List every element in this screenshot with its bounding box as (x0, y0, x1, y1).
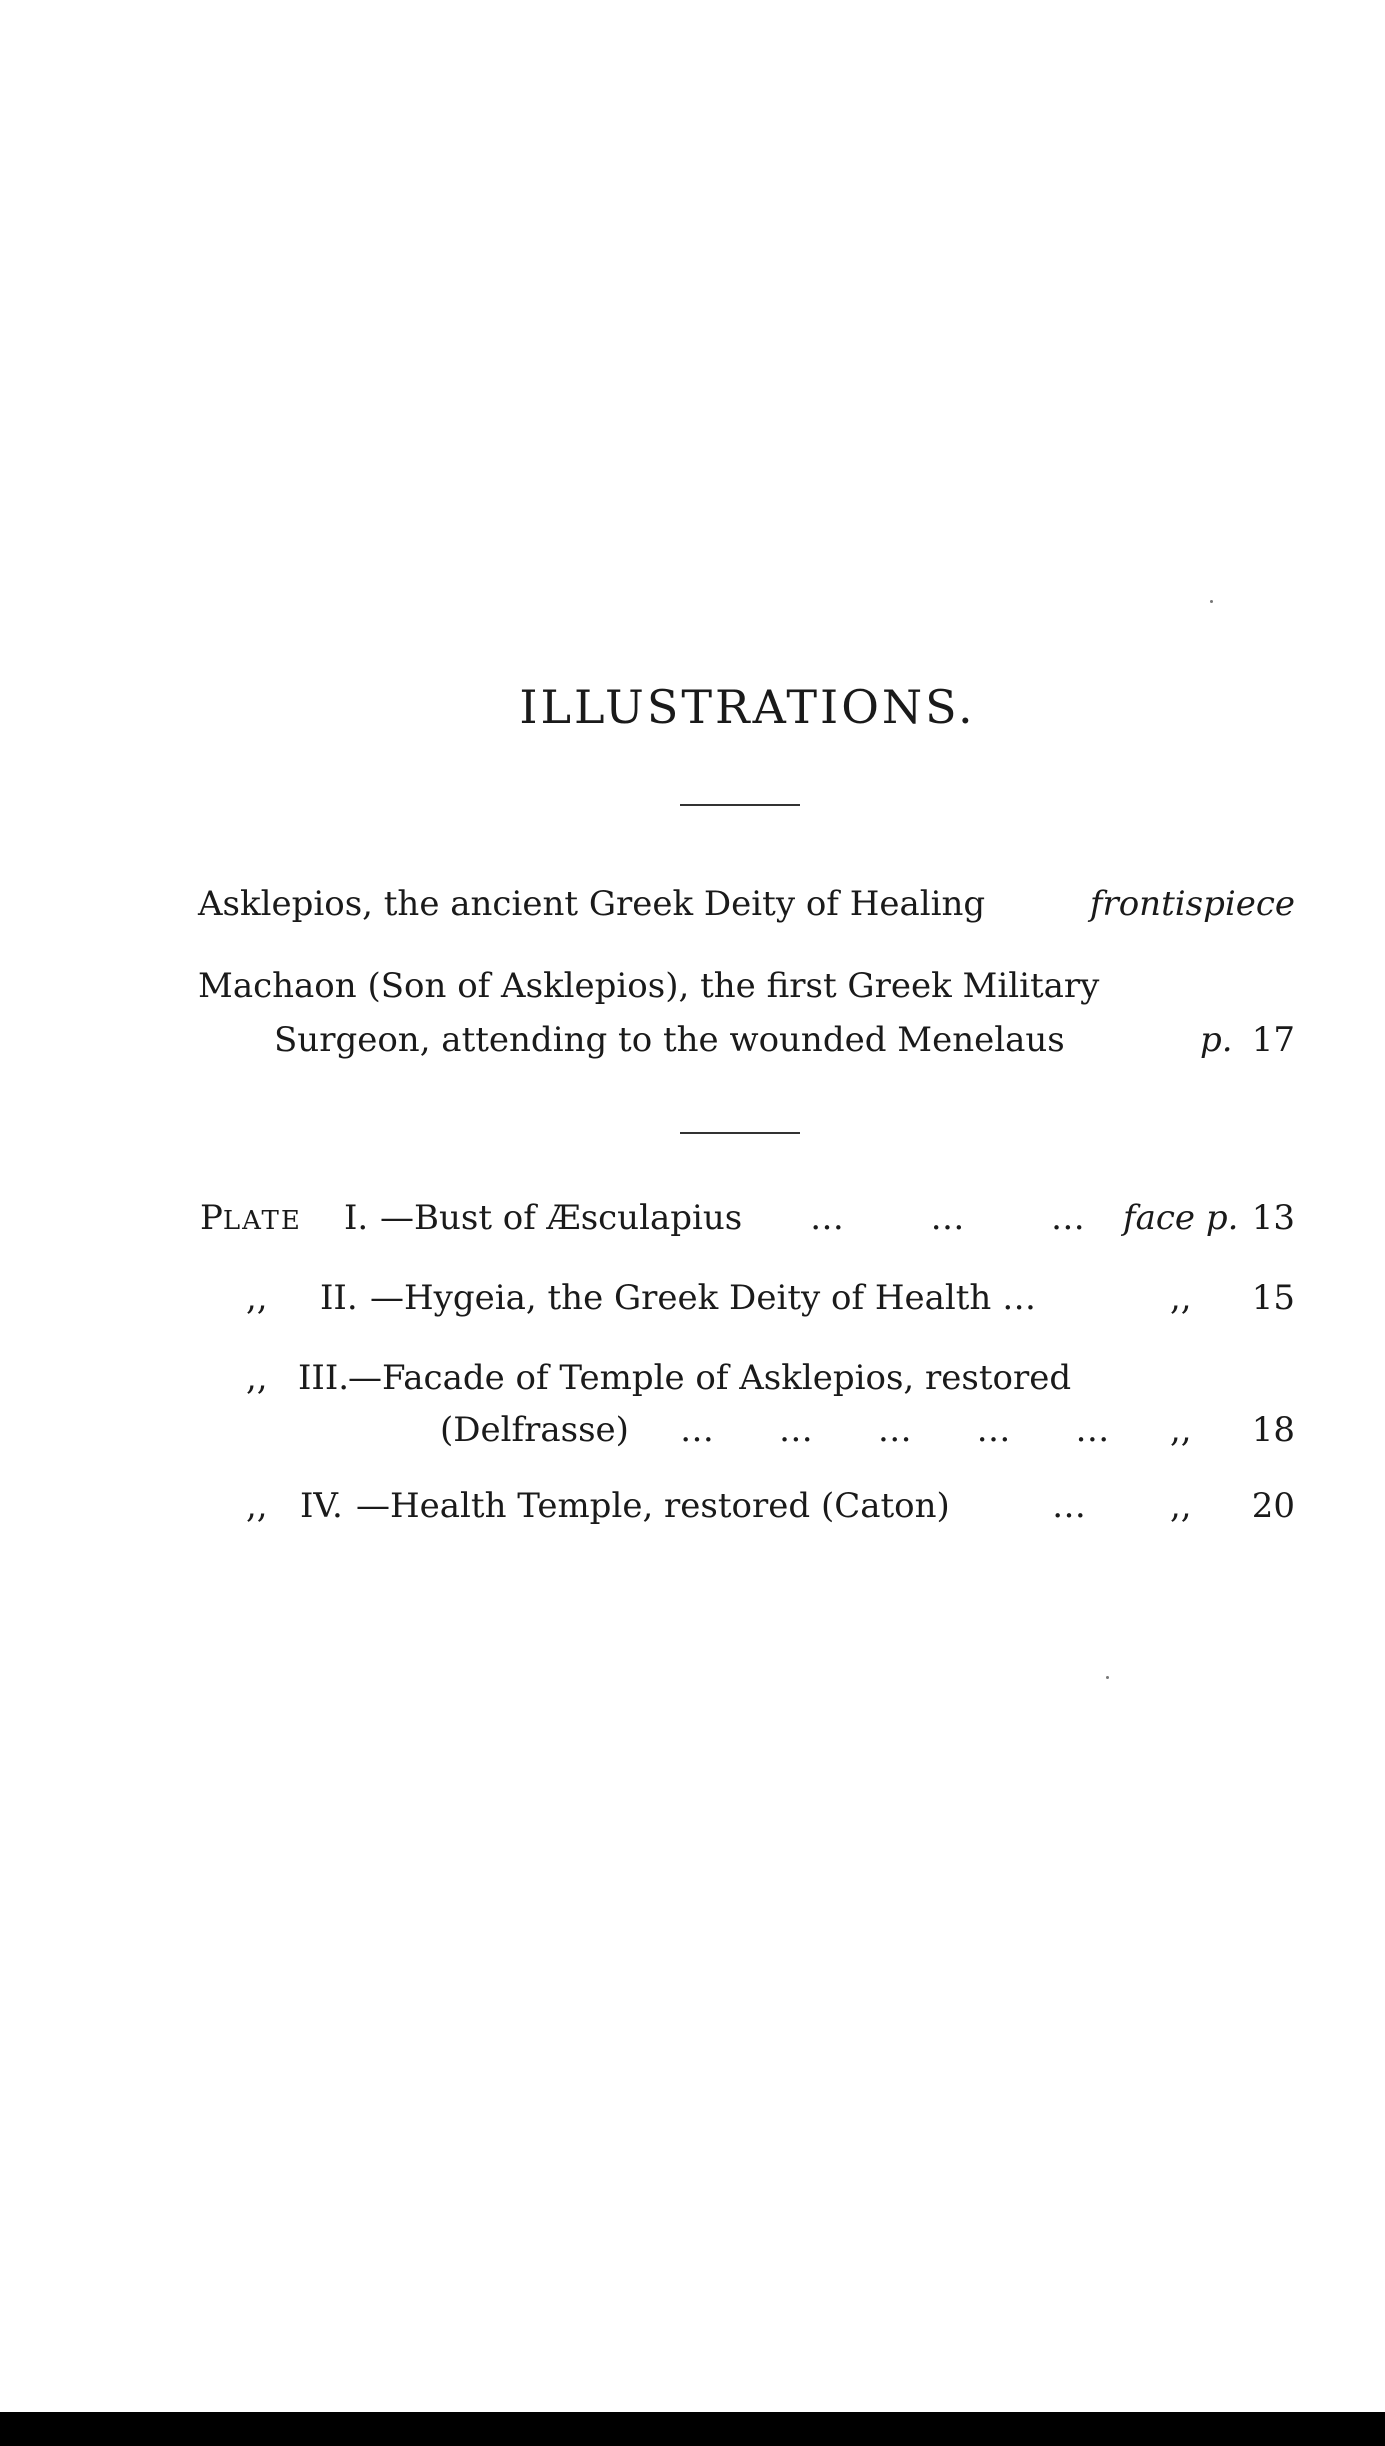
plate-4-leaders: … (1052, 1486, 1086, 1526)
plate-3-title-line2: (Delfrasse) (440, 1410, 629, 1450)
plate-4-title: —Health Temple, restored (Caton) (356, 1486, 950, 1526)
scan-speck (1106, 1676, 1109, 1679)
plate-3-title: —Facade of Temple of Asklepios, restored (348, 1358, 1072, 1398)
title-divider (680, 804, 800, 806)
plate-3-numeral: III. (298, 1358, 350, 1398)
scan-bottom-border (0, 2412, 1385, 2446)
plate-2-ditto: ,, (246, 1278, 268, 1318)
plate-1-ref: face p. (1123, 1198, 1239, 1238)
plate-1-leaders: … … … (810, 1198, 1085, 1238)
plate-3-leaders: … … … … … (680, 1410, 1110, 1450)
illustration-2-ref-prefix: p. (1200, 1020, 1233, 1060)
plate-1-prefix (200, 1198, 302, 1238)
plate-4-ditto: ,, (246, 1486, 268, 1526)
plate-3-page: 18 (1251, 1410, 1295, 1450)
plate-2-title: —Hygeia, the Greek Deity of Health … (370, 1278, 1037, 1318)
plate-prefix-rest: LATE (222, 1206, 302, 1236)
illustration-2-title-line1: Machaon (Son of Asklepios), the first Greek Military (198, 966, 1100, 1006)
section-divider (680, 1132, 800, 1134)
plate-4-numeral: IV. (300, 1486, 343, 1526)
page-title: ILLUSTRATIONS. (519, 680, 976, 734)
plate-2-ref-ditto: ,, (1170, 1278, 1192, 1318)
illustration-2-title-line2: Surgeon, attending to the wounded Menelaus (274, 1020, 1065, 1060)
plate-1-page: 13 (1251, 1198, 1295, 1238)
plate-4-ref-ditto: ,, (1170, 1486, 1192, 1526)
plate-2-numeral: II. (320, 1278, 358, 1318)
scan-speck (1210, 600, 1213, 603)
plate-prefix-initial: P (200, 1198, 223, 1238)
plate-1-title: —Bust of Æsculapius (380, 1198, 743, 1238)
illustration-1-title: Asklepios, the ancient Greek Deity of Healing (198, 884, 986, 924)
illustration-1-ref: frontispiece (1089, 884, 1295, 924)
plate-4-page: 20 (1251, 1486, 1295, 1526)
plate-3-ditto: ,, (246, 1358, 268, 1398)
plate-2-page: 15 (1251, 1278, 1295, 1318)
plate-3-ref-ditto: ,, (1170, 1410, 1192, 1450)
illustration-2-ref-page: 17 (1251, 1020, 1295, 1060)
plate-1-numeral: I. (344, 1198, 369, 1238)
